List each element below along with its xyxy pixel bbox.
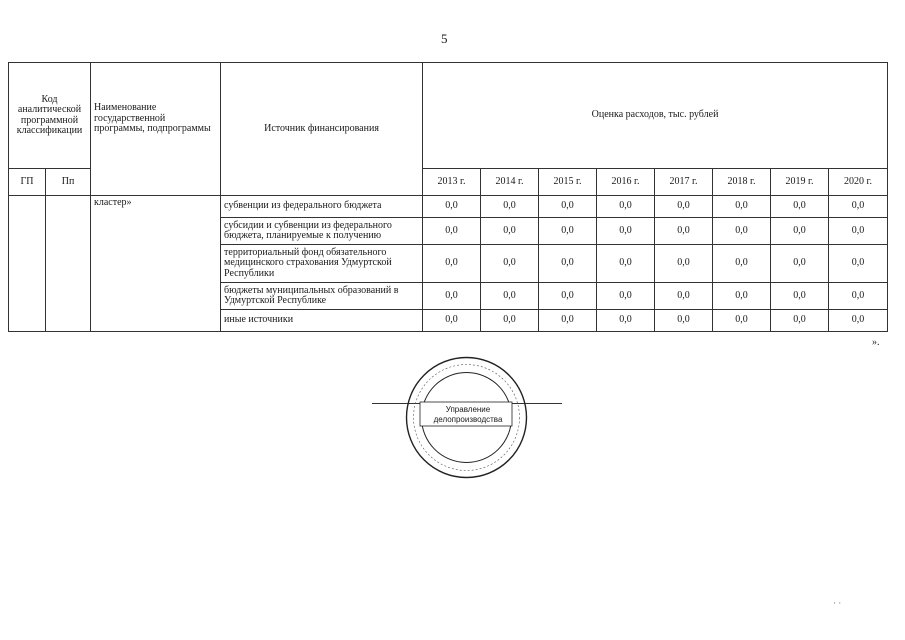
value-cell: 0,0 — [771, 310, 829, 332]
value-cell: 0,0 — [655, 196, 713, 218]
header-name: Наименование государственной программы, подпрограммы — [91, 63, 221, 196]
year-2019: 2019 г. — [771, 169, 829, 196]
budget-table — [8, 62, 888, 332]
value-cell: 0,0 — [597, 283, 655, 310]
value-cell: 0,0 — [597, 310, 655, 332]
value-cell: 0,0 — [423, 245, 481, 283]
year-2016: 2016 г. — [597, 169, 655, 196]
pp-cell — [46, 196, 91, 332]
header-code: Код аналитической программной классификации — [9, 63, 91, 169]
value-cell: 0,0 — [771, 245, 829, 283]
year-2013: 2013 г. — [423, 169, 481, 196]
header-estimate: Оценка расходов, тыс. рублей — [423, 63, 888, 169]
value-cell: 0,0 — [597, 245, 655, 283]
table-row — [9, 196, 888, 218]
header-gp: ГП — [9, 169, 46, 196]
value-cell: 0,0 — [539, 283, 597, 310]
value-cell: 0,0 — [655, 283, 713, 310]
value-cell: 0,0 — [423, 310, 481, 332]
year-2015: 2015 г. — [539, 169, 597, 196]
value-cell: 0,0 — [829, 310, 888, 332]
value-cell: 0,0 — [771, 196, 829, 218]
value-cell: 0,0 — [713, 245, 771, 283]
year-2017: 2017 г. — [655, 169, 713, 196]
source-cell: территориальный фонд обязательного медицинского страхования Удмуртской Республики — [221, 245, 423, 283]
value-cell: 0,0 — [829, 196, 888, 218]
year-2020: 2020 г. — [829, 169, 888, 196]
value-cell: 0,0 — [655, 245, 713, 283]
source-cell: иные источники — [221, 310, 423, 332]
header-row — [9, 63, 888, 169]
header-pp: Пп — [46, 169, 91, 196]
source-cell: субвенции из федерального бюджета — [221, 196, 423, 218]
closing-quote: ». — [872, 337, 880, 348]
value-cell: 0,0 — [713, 196, 771, 218]
header-source: Источник финансирования — [221, 63, 423, 196]
gp-cell — [9, 196, 46, 332]
year-2018: 2018 г. — [713, 169, 771, 196]
value-cell: 0,0 — [481, 245, 539, 283]
value-cell: 0,0 — [539, 196, 597, 218]
value-cell: 0,0 — [597, 218, 655, 245]
corner-mark: · · — [833, 598, 842, 608]
value-cell: 0,0 — [423, 196, 481, 218]
value-cell: 0,0 — [539, 218, 597, 245]
value-cell: 0,0 — [481, 310, 539, 332]
page-number: 5 — [441, 31, 448, 46]
value-cell: 0,0 — [713, 310, 771, 332]
source-cell: субсидии и субвенции из федерального бюджета, планируемые к получению — [221, 218, 423, 245]
value-cell: 0,0 — [481, 196, 539, 218]
value-cell: 0,0 — [597, 196, 655, 218]
value-cell: 0,0 — [713, 218, 771, 245]
seal-label: Управление делопроизводства — [433, 405, 503, 424]
value-cell: 0,0 — [481, 283, 539, 310]
value-cell: 0,0 — [829, 283, 888, 310]
value-cell: 0,0 — [829, 218, 888, 245]
source-cell: бюджеты муниципальных образований в Удмуртской Республике — [221, 283, 423, 310]
value-cell: 0,0 — [713, 283, 771, 310]
value-cell: 0,0 — [655, 218, 713, 245]
value-cell: 0,0 — [771, 218, 829, 245]
value-cell: 0,0 — [771, 283, 829, 310]
value-cell: 0,0 — [481, 218, 539, 245]
value-cell: 0,0 — [423, 218, 481, 245]
value-cell: 0,0 — [539, 310, 597, 332]
value-cell: 0,0 — [423, 283, 481, 310]
program-name: кластер» — [91, 196, 221, 332]
value-cell: 0,0 — [539, 245, 597, 283]
year-2014: 2014 г. — [481, 169, 539, 196]
value-cell: 0,0 — [655, 310, 713, 332]
value-cell: 0,0 — [829, 245, 888, 283]
